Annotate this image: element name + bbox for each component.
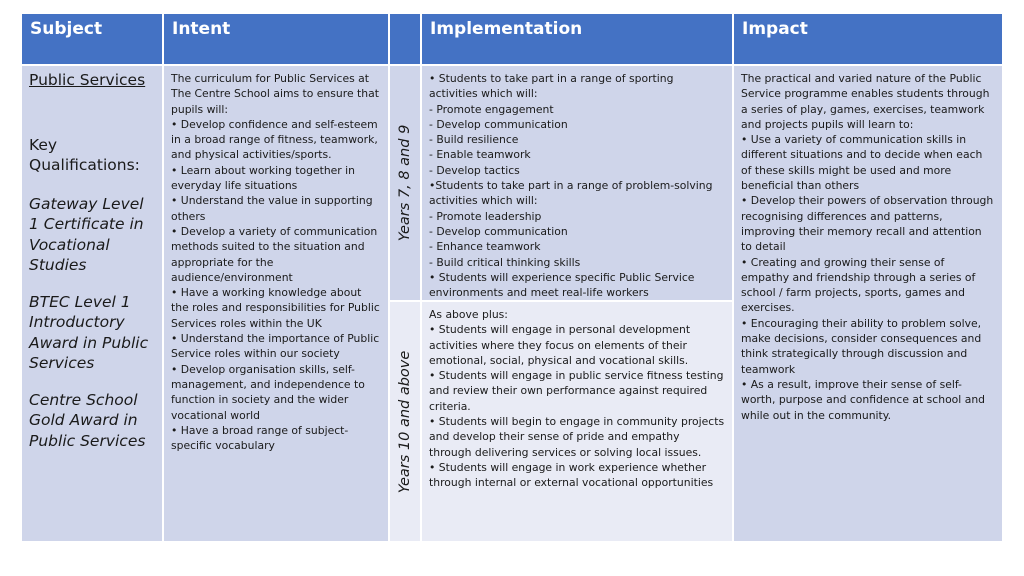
implementation-line: •Students to take part in a range of problem-solving activities which will:: [429, 179, 716, 208]
impact-line: • Encouraging their ability to problem solve, make decisions, consider consequences and think strategically through discussion and teamwork: [741, 316, 985, 376]
intent-line: • Develop confidence and self-esteem in a broad range of fitness, teamwork, and physical activities/sports.: [171, 117, 382, 162]
year-group-2-label: Years 10 and above: [397, 350, 413, 493]
header-year-spacer: [390, 14, 420, 64]
impact-line: • As a result, improve their sense of self-worth, purpose and confidence at school and while out in the community.: [741, 377, 989, 422]
implementation-line: - Develop communication: [429, 224, 568, 238]
subject-cell: [22, 66, 162, 541]
implementation-line: As above plus:: [429, 308, 508, 321]
intent-line: The curriculum for Public Services at The Centre School aims to ensure that pupils will:: [171, 72, 383, 116]
implementation-line: - Develop communication: [429, 117, 568, 131]
implementation-line: • Students will engage in public service fitness testing and review their own performance against required criteria.: [429, 369, 727, 413]
header-impact: Impact: [734, 14, 1002, 64]
impact-line: The practical and varied nature of the Public Service programme enables students through a series of play, games, exercises, teamwork and projects pupils will learn to:: [741, 72, 993, 131]
intent-line: • Understand the importance of Public Service roles within our society: [171, 332, 383, 361]
implementation-group-2: [422, 302, 732, 541]
intent-line: • Develop organisation skills, self-management, and independence to function in society and the wider vocational world: [171, 362, 369, 422]
qualification-item: BTEC Level 1 Introductory Award in Public Services: [29, 292, 149, 372]
intent-line: • Have a working knowledge about the roles and responsibilities for Public Services roles within the UK: [171, 286, 384, 330]
subject-title: Public Services: [29, 71, 146, 89]
qualification-item: Gateway Level 1 Certificate in Vocational Studies: [29, 194, 144, 274]
qualification-item: Centre School Gold Award in Public Services: [29, 390, 146, 450]
intent-line: • Learn about working together in everyday life situations: [171, 163, 359, 193]
implementation-line: - Build resilience: [429, 133, 519, 147]
year-group-1-label: Years 7, 8 and 9: [397, 124, 413, 242]
intent-line: • Have a broad range of subject-specific vocabulary: [171, 423, 349, 453]
implementation-line: • Students will begin to engage in community projects and develop their sense of pride and empathy through delivering services or solving local issues.: [429, 415, 728, 459]
impact-cell: [734, 66, 1002, 541]
implementation-line: • Students to take part in a range of sporting activities which will:: [429, 72, 677, 101]
implementation-line: - Promote engagement: [429, 102, 554, 116]
implementation-group-1: [422, 66, 732, 300]
implementation-line: - Develop tactics: [429, 163, 520, 177]
intent-line: • Understand the value in supporting others: [171, 194, 377, 223]
year-group-1-cell: [390, 66, 420, 300]
header-implementation: Implementation: [422, 14, 732, 64]
header-intent: Intent: [164, 14, 388, 64]
year-group-2-cell: [390, 302, 420, 541]
implementation-line: • Students will experience specific Public Service environments and meet real-life workers: [429, 270, 698, 300]
implementation-line: • Students will engage in work experience whether through internal or external vocational opportunities: [429, 460, 714, 490]
intent-cell: [164, 66, 388, 541]
key-qualifications-label: Key Qualifications:: [29, 135, 140, 174]
intent-line: • Develop a variety of communication methods suited to the situation and appropriate for the audience/environment: [171, 224, 381, 284]
impact-line: • Use a variety of communication skills in different situations and to decide when each of these skills might be used and more beneficial than others: [741, 133, 986, 193]
implementation-line: - Build critical thinking skills: [429, 255, 581, 269]
implementation-line: - Enhance teamwork: [429, 240, 541, 254]
curriculum-table: [22, 14, 1002, 541]
header-subject: Subject: [22, 14, 162, 64]
implementation-line: - Enable teamwork: [429, 148, 531, 162]
impact-line: • Creating and growing their sense of empathy and friendship through a series of school / farm projects, sports, games and exercises.: [741, 255, 979, 315]
implementation-line: - Promote leadership: [429, 209, 542, 223]
impact-line: • Develop their powers of observation through recognising differences and patterns, improving their memory recall and attention to detail: [741, 194, 997, 254]
implementation-line: • Students will engage in personal development activities where they focus on elements of their emotional, social, physical and vocational skills.: [429, 323, 694, 367]
